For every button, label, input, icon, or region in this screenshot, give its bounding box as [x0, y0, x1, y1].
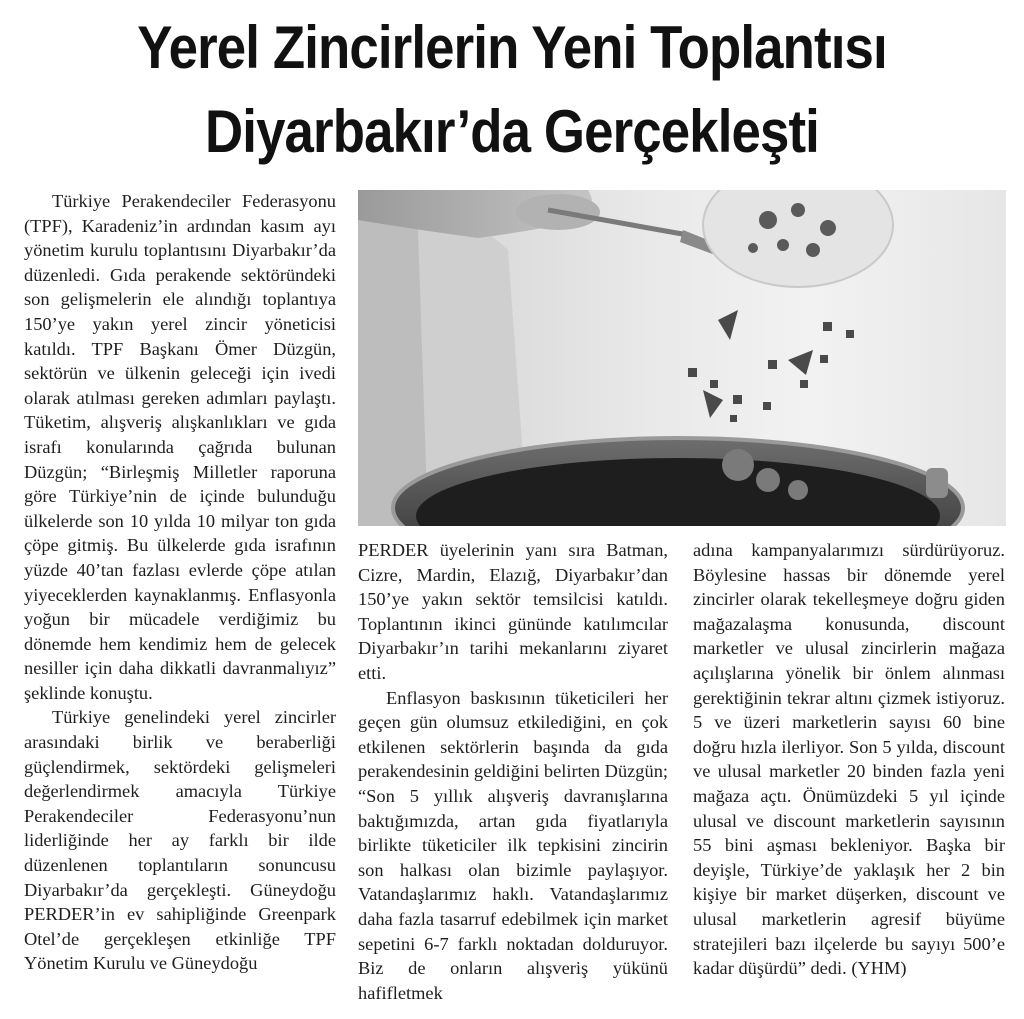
article-paragraph: Türkiye genelindeki yerel zincirler arasındaki birlik ve beraberliği güçlendirmek, sektördeki gelişmeleri değerlendirmek amacıyla Türkiye Perakendeciler Federasyonu’nun liderliğinde her ay farklı bir ilde düzenlenen toplantıların sonuncusu Diyarbakır’da gerçekleşti. Güneydoğu PERDER’in ev sahipliğinde Greenpark Otel’de gerçekleşen etkinliğe TPF Yönetim Kurulu ve Güneydoğu: [24, 707, 336, 974]
article-paragraph: PERDER üyelerinin yanı sıra Batman, Cizre, Mardin, Elazığ, Diyarbakır’dan 150’ye yakın sektör temsilcisi katıldı. Toplantının ikinci gününde katılımcılar Diyarbakır’ın tarihi mekanlarını ziyaret etti.: [358, 540, 668, 683]
article-paragraph: Enflasyon baskısının tüketicileri her geçen gün olumsuz etkilediğini, en çok etkilenen sektörlerin başında da gıda perakendesinin geldiğini belirten Düzgün; “Son 5 yıllık alışveriş davranışlarına baktığımızda, artan gıda fiyatlarıyla birlikte tüketiciler ilk tepkisini zincirin son halkası olan bizimle paylaşıyor. Vatandaşlarımız haklı. Vatandaşlarımız daha fazla tasarruf edebilmek için market sepetini 6-7 farklı noktadan dolduruyor. Biz de onların alışveriş yükünü hafifletmek: [358, 687, 669, 1003]
article-column-3: [693, 538, 1005, 981]
article-column-2: [358, 538, 668, 1005]
article-paragraph: Türkiye Perakendeciler Federasyonu (TPF), Karadeniz’in ardından kasım ayı yönetim kurulu toplantısını Diyarbakır’da düzenledi. Gıda perakende sektöründeki son gelişmelerin ele alındığı toplantıya 150’ye yakın yerel zincir yöneticisi katıldı. TPF Başkanı Ömer Düzgün, sektörün ve ülkenin geleceği için ivedi olarak atılması gereken adımları paylaştı. Tüketim, alışveriş alışkanlıkları ve gıda israfı konularında çağrıda bulunan Düzgün; “Birleşmiş Milletler raporuna göre Türkiye’nin de içinde bulunduğu ülkelerde son 10 yılda 10 milyar ton gıda çöpe gitmiş. Bu ülkelerde gıda israfının yüzde 40’tan fazlası evlerde çöpe atılan yiyeceklerden kaynaklanmış. Enflasyonla yoğun bir mücadele verdiğimiz bu dönemde hem kendimiz hem de gelecek nesiller için daha dikkatli davranmalıyız” şeklinde konuştu.: [24, 191, 336, 703]
headline-line-2: Diyarbakır’da Gerçekleşti: [205, 98, 819, 165]
headline-line-1: Yerel Zincirlerin Yeni Toplantısı: [137, 14, 887, 81]
headline: [61, 6, 962, 174]
article-column-1: [24, 189, 336, 976]
article-paragraph: adına kampanyalarımızı sürdürüyoruz. Böylesine hassas bir dönemde yerel zincirler olarak tekelleşmeye doğru giden mağazalaşma konusunda, discount marketler ve ulusal zincirlerin mağaza açılışlarına yönelik bir önlem alınması gerektiğinin tekrar altını çizmek istiyoruz. 5 ve üzeri marketlerin sayısı 60 bine doğru hızla ilerliyor. Son 5 yılda, discount ve ulusal marketler 20 binden fazla yeni mağaza açtı. Önümüzdeki 5 yıl içinde ulusal ve discount marketlerin sayısının 55 bini aşması bekleniyor. Başka bir deyişle, Türkiye’de yaklaşık her 2 bin kişiye bir market düşerken, discount ve ulusal marketlerin agresif büyüme stratejileri bazı ilçelerde bu sayıyı 500’e kadar düşürdü” dedi. (YHM): [693, 540, 1005, 979]
food-waste-bin-illustration: [358, 190, 1006, 526]
article-photo: [358, 190, 1006, 526]
